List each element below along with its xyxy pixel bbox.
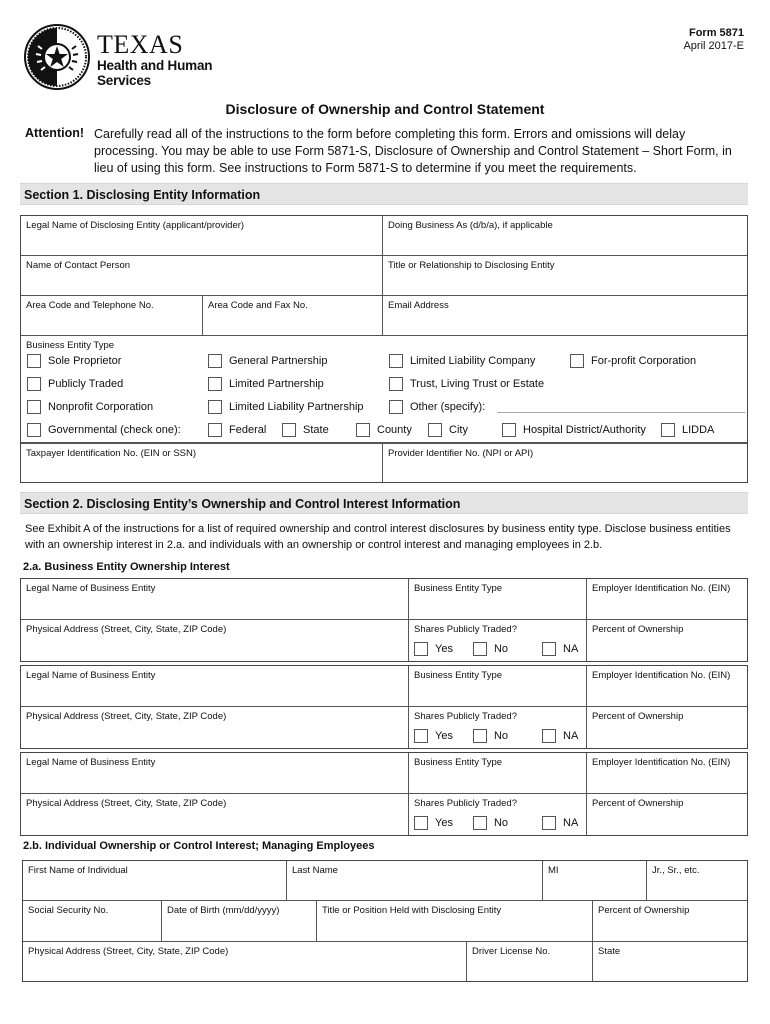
- contact-person-label: Name of Contact Person: [26, 260, 131, 271]
- be2-yes-checkbox[interactable]: [414, 729, 428, 743]
- sole-proprietor-label: Sole Proprietor: [48, 355, 122, 367]
- dl-state-field[interactable]: [593, 942, 747, 981]
- option-trust[interactable]: [389, 377, 544, 391]
- be1-no-checkbox[interactable]: [473, 642, 487, 656]
- nonprofit-label: Nonprofit Corporation: [48, 401, 154, 413]
- individual-percent-label: Percent of Ownership: [598, 905, 690, 916]
- business-entity-block-3: [20, 752, 748, 836]
- last-name-label: Last Name: [292, 865, 338, 876]
- option-limited-partnership[interactable]: [208, 377, 324, 391]
- option-nonprofit[interactable]: [27, 400, 153, 414]
- ssn-label: Social Security No.: [28, 905, 109, 916]
- logo-agency-text: [97, 58, 212, 88]
- be3-legal-name-field[interactable]: [21, 753, 409, 794]
- federal-checkbox[interactable]: [208, 423, 222, 437]
- option-for-profit[interactable]: [570, 354, 696, 368]
- be1-no-label: No: [493, 643, 509, 655]
- be3-na-option[interactable]: [542, 816, 578, 830]
- be3-yes-option[interactable]: [414, 816, 453, 830]
- be2-legal-name-label: Legal Name of Business Entity: [26, 670, 156, 681]
- suffix-field[interactable]: [647, 861, 747, 901]
- first-name-field[interactable]: [23, 861, 287, 901]
- lidda-label: LIDDA: [682, 424, 715, 436]
- federal-label: Federal: [229, 424, 267, 436]
- governmental-label: Governmental (check one):: [48, 424, 181, 436]
- dba-field[interactable]: [383, 216, 747, 256]
- be1-no-option[interactable]: [473, 642, 508, 656]
- be1-shares-label: Shares Publicly Traded?: [414, 624, 517, 635]
- be1-yes-option[interactable]: [414, 642, 453, 656]
- be3-address-label: Physical Address (Street, City, State, ZIP Code): [26, 798, 227, 809]
- be3-entity-type-field[interactable]: [409, 753, 587, 794]
- be3-na-label: NA: [563, 817, 579, 829]
- county-label: County: [377, 424, 412, 436]
- form-number: Form 5871: [688, 27, 744, 39]
- be2-percent-label: Percent of Ownership: [592, 711, 684, 722]
- option-llc[interactable]: [389, 354, 535, 368]
- option-lidda[interactable]: [661, 423, 714, 437]
- city-label: City: [449, 424, 468, 436]
- governmental-checkbox[interactable]: [27, 423, 41, 437]
- fax-field[interactable]: [203, 296, 383, 336]
- email-label: Email Address: [388, 300, 449, 311]
- logo-texas-text: TEXAS: [97, 30, 184, 59]
- section-2-header: Section 2. Disclosing Entity’s Ownership and Control Interest Information: [20, 492, 748, 514]
- legal-name-field[interactable]: [21, 216, 383, 256]
- telephone-field[interactable]: [21, 296, 203, 336]
- individual-table: [22, 860, 748, 982]
- section-2-intro: See Exhibit A of the instructions for a list of required ownership and control interest disclosures by business entity type. Disclose business entities with an ownership interest in 2.a. and individuals with an ownership or control interest and managing employees in 2.b.: [25, 523, 731, 551]
- be3-shares-label: Shares Publicly Traded?: [414, 798, 517, 809]
- be3-ein-label: Employer Identification No. (EIN): [592, 757, 731, 768]
- business-entity-block-2: [20, 665, 748, 749]
- be1-ein-field[interactable]: [587, 579, 747, 620]
- option-sole-proprietor[interactable]: [27, 354, 121, 368]
- be1-na-label: NA: [563, 643, 579, 655]
- other-specify-input[interactable]: [497, 397, 745, 413]
- be1-ein-label: Employer Identification No. (EIN): [592, 583, 731, 594]
- other-checkbox[interactable]: [389, 400, 403, 414]
- llp-label: Limited Liability Partnership: [229, 401, 364, 413]
- option-city[interactable]: [428, 423, 468, 437]
- telephone-label: Area Code and Telephone No.: [26, 300, 154, 311]
- be3-yes-checkbox[interactable]: [414, 816, 428, 830]
- nonprofit-checkbox[interactable]: [27, 400, 41, 414]
- llc-label: Limited Liability Company: [410, 355, 536, 367]
- be1-entity-type-label: Business Entity Type: [414, 583, 503, 594]
- be3-entity-type-label: Business Entity Type: [414, 757, 503, 768]
- be1-legal-name-label: Legal Name of Business Entity: [26, 583, 156, 594]
- be2-no-option[interactable]: [473, 729, 508, 743]
- for-profit-label: For-profit Corporation: [591, 355, 697, 367]
- be2-na-label: NA: [563, 730, 579, 742]
- be1-na-option[interactable]: [542, 642, 578, 656]
- be2-na-option[interactable]: [542, 729, 578, 743]
- attention-text: Carefully read all of the instructions to the form before completing this form. Errors and omissions will delay processing. You may be able to use Form 5871-S, Disclosure of Ownership and Control Statement – Short Form, in lieu of using this form. See instructions to Form 5871-S to determine if you meet the requirements.: [94, 127, 732, 175]
- be2-no-checkbox[interactable]: [473, 729, 487, 743]
- contact-person-field[interactable]: [21, 256, 383, 296]
- general-partnership-checkbox[interactable]: [208, 354, 222, 368]
- be2-entity-type-field[interactable]: [409, 666, 587, 707]
- section-2a-title: 2.a. Business Entity Ownership Interest: [23, 561, 230, 573]
- option-state[interactable]: [282, 423, 329, 437]
- be3-address-field[interactable]: [21, 794, 409, 835]
- be1-percent-label: Percent of Ownership: [592, 624, 684, 635]
- other-label: Other (specify):: [410, 401, 486, 413]
- be1-entity-type-field[interactable]: [409, 579, 587, 620]
- be3-no-option[interactable]: [473, 816, 508, 830]
- business-entity-block-1: [20, 578, 748, 662]
- general-partnership-label: General Partnership: [229, 355, 328, 367]
- be2-shares-label: Shares Publicly Traded?: [414, 711, 517, 722]
- mi-label: MI: [548, 865, 559, 876]
- dba-label: Doing Business As (d/b/a), if applicable: [388, 220, 553, 231]
- be2-ein-field[interactable]: [587, 666, 747, 707]
- option-llp[interactable]: [208, 400, 364, 414]
- be2-percent-field[interactable]: [587, 707, 747, 748]
- option-county[interactable]: [356, 423, 412, 437]
- state-checkbox[interactable]: [282, 423, 296, 437]
- for-profit-checkbox[interactable]: [570, 354, 584, 368]
- be2-legal-name-field[interactable]: [21, 666, 409, 707]
- form-revision-date: April 2017-E: [683, 40, 744, 52]
- be1-na-checkbox[interactable]: [542, 642, 556, 656]
- be2-address-field[interactable]: [21, 707, 409, 748]
- be2-ein-label: Employer Identification No. (EIN): [592, 670, 731, 681]
- be3-no-label: No: [493, 817, 509, 829]
- be2-na-checkbox[interactable]: [542, 729, 556, 743]
- section-2b-title: 2.b. Individual Ownership or Control Interest; Managing Employees: [23, 840, 375, 852]
- dl-state-label: State: [598, 946, 621, 957]
- logo-line-3: Services: [97, 73, 151, 88]
- fax-label: Area Code and Fax No.: [208, 300, 308, 311]
- first-name-label: First Name of Individual: [28, 865, 128, 876]
- publicly-traded-label: Publicly Traded: [48, 378, 124, 390]
- limited-partnership-checkbox[interactable]: [208, 377, 222, 391]
- option-general-partnership[interactable]: [208, 354, 327, 368]
- be3-na-checkbox[interactable]: [542, 816, 556, 830]
- document-title: Disclosure of Ownership and Control Statement: [225, 101, 545, 117]
- be2-yes-option[interactable]: [414, 729, 453, 743]
- individual-percent-field[interactable]: [593, 901, 747, 942]
- title-relationship-field[interactable]: [383, 256, 747, 296]
- be1-yes-checkbox[interactable]: [414, 642, 428, 656]
- driver-license-field[interactable]: [467, 942, 593, 981]
- be1-address-field[interactable]: [21, 620, 409, 661]
- be2-no-label: No: [493, 730, 509, 742]
- tin-field[interactable]: [21, 443, 383, 482]
- individual-address-field[interactable]: [23, 942, 467, 981]
- be3-percent-label: Percent of Ownership: [592, 798, 684, 809]
- llc-checkbox[interactable]: [389, 354, 403, 368]
- title-relationship-label: Title or Relationship to Disclosing Entity: [388, 260, 555, 271]
- be2-entity-type-label: Business Entity Type: [414, 670, 503, 681]
- position-label: Title or Position Held with Disclosing Entity: [322, 905, 502, 916]
- be3-ein-field[interactable]: [587, 753, 747, 794]
- be3-yes-label: Yes: [435, 817, 453, 829]
- be1-legal-name-field[interactable]: [21, 579, 409, 620]
- provider-id-label: Provider Identifier No. (NPI or API): [388, 448, 534, 459]
- section-1-header: Section 1. Disclosing Entity Information: [20, 183, 748, 205]
- be3-no-checkbox[interactable]: [473, 816, 487, 830]
- option-other[interactable]: [389, 400, 485, 414]
- texas-hhs-seal-icon: [24, 24, 90, 90]
- option-federal[interactable]: [208, 423, 266, 437]
- last-name-field[interactable]: [287, 861, 543, 901]
- option-publicly-traded[interactable]: [27, 377, 123, 391]
- business-entity-type-label: Business Entity Type: [26, 340, 115, 351]
- option-hospital-district[interactable]: [502, 423, 646, 437]
- lidda-checkbox[interactable]: [661, 423, 675, 437]
- llp-checkbox[interactable]: [208, 400, 222, 414]
- be1-percent-field[interactable]: [587, 620, 747, 661]
- county-checkbox[interactable]: [356, 423, 370, 437]
- be3-percent-field[interactable]: [587, 794, 747, 835]
- be1-address-label: Physical Address (Street, City, State, ZIP Code): [26, 624, 227, 635]
- tin-label: Taxpayer Identification No. (EIN or SSN): [26, 448, 197, 459]
- mi-field[interactable]: [543, 861, 647, 901]
- dob-field[interactable]: [162, 901, 317, 942]
- be1-yes-label: Yes: [435, 643, 453, 655]
- attention-label: Attention!: [25, 126, 85, 140]
- be2-address-label: Physical Address (Street, City, State, ZIP Code): [26, 711, 227, 722]
- position-field[interactable]: [317, 901, 593, 942]
- hospital-district-checkbox[interactable]: [502, 423, 516, 437]
- provider-id-field[interactable]: [383, 443, 747, 482]
- email-field[interactable]: [383, 296, 747, 336]
- suffix-label: Jr., Sr., etc.: [652, 865, 700, 876]
- legal-name-label: Legal Name of Disclosing Entity (applicant/provider): [26, 220, 245, 231]
- sole-proprietor-checkbox[interactable]: [27, 354, 41, 368]
- publicly-traded-checkbox[interactable]: [27, 377, 41, 391]
- option-governmental[interactable]: [27, 423, 181, 437]
- ssn-field[interactable]: [23, 901, 162, 942]
- dob-label: Date of Birth (mm/dd/yyyy): [167, 905, 280, 916]
- city-checkbox[interactable]: [428, 423, 442, 437]
- driver-license-label: Driver License No.: [472, 946, 551, 957]
- logo-line-2: Health and Human: [97, 58, 213, 73]
- be3-legal-name-label: Legal Name of Business Entity: [26, 757, 156, 768]
- state-label: State: [303, 424, 329, 436]
- individual-address-label: Physical Address (Street, City, State, ZIP Code): [28, 946, 229, 957]
- trust-checkbox[interactable]: [389, 377, 403, 391]
- trust-label: Trust, Living Trust or Estate: [410, 378, 545, 390]
- limited-partnership-label: Limited Partnership: [229, 378, 324, 390]
- be2-yes-label: Yes: [435, 730, 453, 742]
- section-1-table: [20, 215, 748, 483]
- hospital-district-label: Hospital District/Authority: [523, 424, 646, 436]
